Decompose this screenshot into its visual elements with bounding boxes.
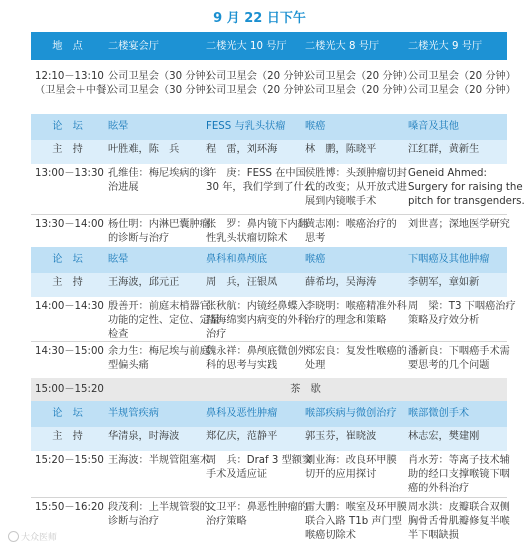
chair-names: 叶胜难，陈 兵 <box>108 144 180 155</box>
table-row <box>31 215 510 247</box>
table-row <box>31 297 516 341</box>
talk-cell: 孔维佳：梅尼埃病的诊 治进展 <box>108 168 210 193</box>
forum-row <box>31 401 507 427</box>
talk-cell: 段茂利：上半规管裂的 诊断与治疗 <box>108 502 210 527</box>
talk-cell: 黄志刚：喉癌治疗的 思考 <box>305 219 397 244</box>
table-row <box>31 451 510 497</box>
chair-names: 江红群，黄新生 <box>408 144 480 155</box>
forum-label: 论 坛 <box>52 408 83 419</box>
talk-cell: 魏永祥：鼻颅底微创外 科的思考与实践 <box>206 346 308 371</box>
talk-cell: 周水洪：皮瓣联合双侧 胸骨舌骨肌瓣修复半喉 半下咽缺损 <box>408 502 510 541</box>
table-row <box>31 164 525 214</box>
time-cell: 13:30－14:00 <box>35 219 104 230</box>
forum-topic: 鼻科和鼻颅底 <box>206 254 268 265</box>
chair-names: 李朝军，章如新 <box>408 277 480 288</box>
chair-names: 薛希均，吴海涛 <box>305 277 377 288</box>
talk-cell: 刘业海：改良环甲膜 切开的应用探讨 <box>305 455 397 480</box>
session-cell: 公司卫星会（20 分钟） 公司卫星会（20 分钟） <box>305 71 413 96</box>
tea-break-row <box>31 378 507 401</box>
talk-cell: 潘新良：下咽癌手术需 要思考的几个问题 <box>408 346 510 371</box>
tea-break-label: 茶 歇 <box>290 384 321 395</box>
talk-cell: 侯胜博：头颈肿瘤切封 代的改变；从开放式进 展到内镜喉手术 <box>305 168 407 207</box>
time-cell: 14:30－15:00 <box>35 346 104 357</box>
forum-topic: 喉癌 <box>305 121 326 132</box>
talk-cell: 李晓明：喉癌精准外科 治疗的理念和策略 <box>305 301 407 326</box>
forum-topic: 喉部微创手术 <box>408 408 470 419</box>
talk-cell: 许 庚：FESS 在中国 30 年，我们学到了什么 <box>206 168 314 193</box>
forum-label: 论 坛 <box>52 254 83 265</box>
table-row <box>31 60 516 114</box>
forum-topic: 喉癌 <box>305 254 326 265</box>
forum-topic: 眩晕 <box>108 121 129 132</box>
chair-names: 华清泉，时海波 <box>108 431 180 442</box>
chair-row <box>31 140 507 164</box>
time-cell: 13:00－13:30 <box>35 168 104 179</box>
forum-topic: 半规管疾病 <box>108 408 159 419</box>
talk-cell: 郑宏良：复发性喉癌的 处理 <box>305 346 407 371</box>
header-cell: 二楼光大 10 号厅 <box>206 41 287 52</box>
session-cell: 公司卫星会（20 分钟） 公司卫星会（20 分钟） <box>408 71 516 96</box>
chair-names: 林志宏，樊建刚 <box>408 431 480 442</box>
chair-label: 主 持 <box>52 431 83 442</box>
forum-topic: 喉部疾病与微创治疗 <box>305 408 397 419</box>
chair-row <box>31 273 507 297</box>
table-row <box>31 342 510 378</box>
forum-row <box>31 247 507 273</box>
talk-cell: Geneid Ahmed: Surgery for raising the pitch for transgenders. <box>408 168 525 207</box>
chair-names: 林 鹏，陈晓平 <box>305 144 377 155</box>
time-cell: 14:00－14:30 <box>35 301 104 312</box>
forum-row <box>31 114 507 140</box>
chair-names: 郭玉芬，崔晓波 <box>305 431 377 442</box>
talk-cell: 杨仕明：内淋巴囊肿瘤 的诊断与治疗 <box>108 219 210 244</box>
time-cell: 15:20－15:50 <box>35 455 104 466</box>
header-cell: 二楼光大 8 号厅 <box>305 41 380 52</box>
time-cell: 15:50－16:20 <box>35 502 104 513</box>
chair-row <box>31 427 507 451</box>
chair-names: 王海波，邱元正 <box>108 277 180 288</box>
forum-topic: FESS 与乳头状瘤 <box>206 121 286 132</box>
chair-names: 程 雷，刘环海 <box>206 144 278 155</box>
talk-cell: 刘世喜；深地医学研究 <box>408 219 510 230</box>
forum-label: 论 坛 <box>52 121 83 132</box>
watermark-icon <box>8 531 19 542</box>
header-cell: 地 点 <box>52 41 83 52</box>
forum-topic: 鼻科及恶性肿瘤 <box>206 408 278 419</box>
session-cell: 公司卫星会（30 分钟） 公司卫星会（30 分钟） <box>108 71 216 96</box>
talk-cell: 周 兵：Draf 3 型额窦 手术及适应证 <box>206 455 313 480</box>
talk-cell: 文卫平：鼻恶性肿瘤的 治疗策略 <box>206 502 308 527</box>
talk-cell: 雷大鹏：喉室及环甲膜 联合入路 T1b 声门型 喉癌切除术 <box>305 502 407 541</box>
forum-topic: 下咽癌及其他肿瘤 <box>408 254 490 265</box>
header-cell: 二楼光大 9 号厅 <box>408 41 483 52</box>
header-cell: 二楼宴会厅 <box>108 41 159 52</box>
forum-topic: 嗓音及其他 <box>408 121 459 132</box>
chair-label: 主 持 <box>52 144 83 155</box>
talk-cell: 张 罗：鼻内镜下内翻 性乳头状瘤切除术 <box>206 219 308 244</box>
watermark: 大众医师 <box>8 530 57 543</box>
chair-names: 周 兵，汪银凤 <box>206 277 278 288</box>
talk-cell: 余力生：梅尼埃与前庭 型偏头痛 <box>108 346 210 371</box>
table-row <box>31 498 510 548</box>
talk-cell: 王海波：半规管阻塞术 <box>108 455 210 466</box>
session-cell: 公司卫星会（20 分钟） 公司卫星会（20 分钟） <box>206 71 314 96</box>
chair-label: 主 持 <box>52 277 83 288</box>
talk-cell: 殷善开：前庭末梢器官 功能的定性、定位、定量 检查 <box>108 301 221 340</box>
forum-topic: 眩晕 <box>108 254 129 265</box>
talk-cell: 肖水芳：等离子技术辅 助的经口支撑喉镜下咽 癌的外科治疗 <box>408 455 510 494</box>
chair-names: 郑亿庆，范静平 <box>206 431 278 442</box>
time-cell: 12:10－13:10 （卫星会＋中餐） <box>35 71 117 96</box>
time-cell: 15:00－15:20 <box>35 384 104 395</box>
talk-cell: 张秋航：内镜经鼻蝶入 路海绵窦内病变的外科 治疗 <box>206 301 308 340</box>
talk-cell: 周 梁：T3 下咽癌治疗 策略及疗效分析 <box>408 301 516 326</box>
page-title: 9 月 22 日下午 <box>213 11 306 26</box>
table-header <box>31 32 507 60</box>
